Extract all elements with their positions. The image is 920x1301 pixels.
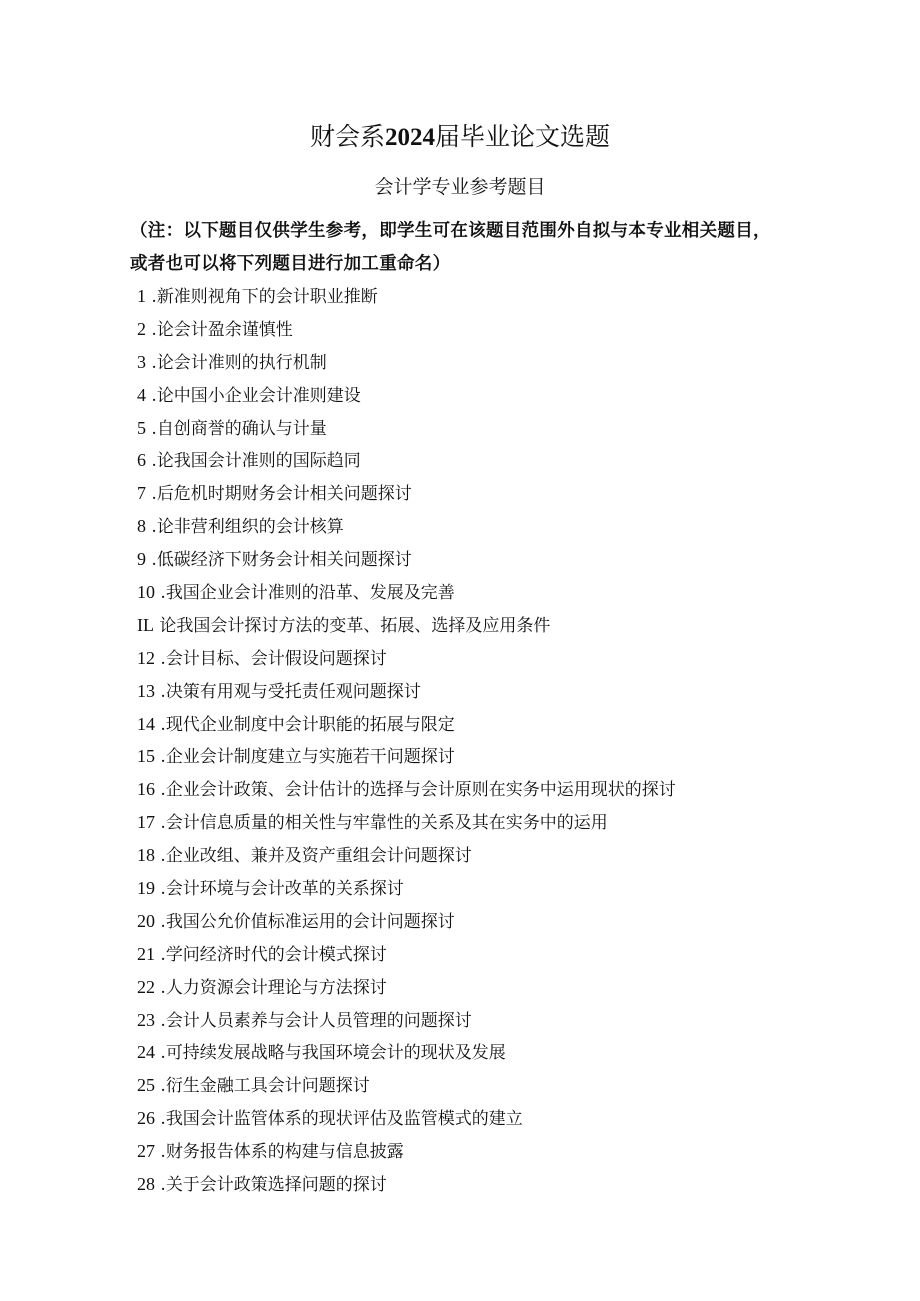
topic-separator: . <box>155 714 166 735</box>
topic-text: 衍生金融工具会计问题探讨 <box>165 1076 370 1097</box>
topic-text: 人力资源会计理论与方法探讨 <box>165 977 387 998</box>
topic-number: 19 <box>137 878 155 899</box>
topic-item <box>137 806 676 839</box>
topic-text: 新准则视角下的会计职业推断 <box>156 287 378 307</box>
topic-separator: . <box>155 813 166 834</box>
topic-separator: . <box>155 1142 166 1163</box>
topic-separator: . <box>155 1043 166 1064</box>
topic-separator: . <box>155 1076 166 1097</box>
topic-separator: . <box>155 681 166 702</box>
topic-item <box>137 313 676 346</box>
topic-number: 20 <box>137 910 155 931</box>
topic-item <box>137 938 676 971</box>
topic-separator: . <box>155 780 166 801</box>
topic-number: 25 <box>137 1075 155 1096</box>
topic-number: 26 <box>137 1108 155 1129</box>
topic-text: 论会计准则的执行机制 <box>156 352 327 373</box>
topic-list <box>137 280 676 1201</box>
topic-item <box>137 839 676 872</box>
title-year: 2024 <box>385 124 435 151</box>
topic-number: 6 <box>137 450 146 471</box>
topic-number: 2 <box>137 318 146 339</box>
topic-text: 论我国会计探讨方法的变革、拓展、选择及应用条件 <box>159 615 551 636</box>
topic-number: 7 <box>137 483 146 504</box>
topic-item <box>137 872 676 905</box>
topic-separator: . <box>146 550 157 571</box>
topic-item <box>137 971 676 1004</box>
topic-item <box>137 1004 676 1037</box>
title-prefix: 财会系 <box>309 122 385 151</box>
topic-separator: . <box>155 648 166 669</box>
topic-number: 18 <box>137 845 155 866</box>
topic-text: 企业改组、兼并及资产重组会计问题探讨 <box>165 846 472 867</box>
topic-number: 15 <box>137 746 155 767</box>
topic-number: 9 <box>137 549 146 570</box>
topic-number: IL <box>137 614 154 635</box>
document-title <box>0 120 920 155</box>
topic-text: 企业会计制度建立与实施若干问题探讨 <box>165 747 455 768</box>
topic-separator: . <box>155 583 166 604</box>
topic-separator: . <box>155 846 166 867</box>
topic-text: 企业会计政策、会计估计的选择与会计原则在实务中运用现状的探讨 <box>165 780 676 801</box>
topic-number: 8 <box>137 516 146 537</box>
topic-item <box>137 1069 676 1102</box>
topic-number: 24 <box>137 1042 155 1063</box>
topic-number: 12 <box>137 647 155 668</box>
topic-number: 3 <box>137 351 146 372</box>
topic-separator: . <box>155 911 166 932</box>
topic-text: 决策有用观与受托责任观问题探讨 <box>165 681 421 702</box>
topic-separator: . <box>146 484 157 505</box>
topic-text: 自创商誉的确认与计量 <box>156 418 327 439</box>
topic-item <box>137 642 676 675</box>
topic-number: 23 <box>137 1009 155 1030</box>
topic-separator: . <box>155 747 166 768</box>
topic-number: 10 <box>137 582 155 603</box>
topic-separator: . <box>146 319 157 340</box>
topic-number: 5 <box>137 417 146 438</box>
topic-number: 14 <box>137 713 155 734</box>
topic-separator: . <box>146 352 157 373</box>
topic-text: 会计人员素养与会计人员管理的问题探讨 <box>165 1010 472 1031</box>
topic-item <box>137 1135 676 1168</box>
topic-text: 我国企业会计准则的沿革、发展及完善 <box>165 583 455 604</box>
topic-separator: . <box>155 879 166 900</box>
topic-text: 可持续发展战略与我国环境会计的现状及发展 <box>165 1043 506 1064</box>
topic-number: 22 <box>137 976 155 997</box>
topic-text: 论非营利组织的会计核算 <box>156 517 344 538</box>
topic-text: 学问经济时代的会计模式探讨 <box>165 944 387 965</box>
topic-number: 21 <box>137 943 155 964</box>
topic-text: 我国会计监管体系的现状评估及监管模式的建立 <box>165 1109 523 1130</box>
title-suffix: 届毕业论文选题 <box>435 122 611 151</box>
topic-number: 17 <box>137 812 155 833</box>
topic-text: 低碳经济下财务会计相关问题探讨 <box>156 550 412 571</box>
topic-item <box>137 1168 676 1201</box>
topic-item <box>137 609 676 642</box>
topic-separator: . <box>155 1175 166 1196</box>
topic-text: 会计目标、会计假设问题探讨 <box>165 648 387 669</box>
topic-item <box>137 740 676 773</box>
topic-separator: . <box>155 977 166 998</box>
topic-item <box>137 346 676 379</box>
topic-text: 后危机时期财务会计相关问题探讨 <box>156 484 412 505</box>
topic-text: 会计环境与会计改革的关系探讨 <box>165 879 404 900</box>
topic-item <box>137 280 676 313</box>
topic-text: 关于会计政策选择问题的探讨 <box>165 1175 387 1196</box>
topic-separator: . <box>155 1109 166 1130</box>
topic-item <box>137 477 676 510</box>
topic-number: 1 <box>137 286 146 306</box>
topic-item <box>137 1036 676 1069</box>
note-paragraph: （注：以下题目仅供学生参考，即学生可在该题目范围外自拟与本专业相关题目，或者也可以将下列题目进行加工重命名） <box>130 221 771 274</box>
section-subtitle: 会计学专业参考题目 <box>374 176 546 198</box>
topic-number: 13 <box>137 680 155 701</box>
topic-number: 4 <box>137 384 146 405</box>
topic-item <box>137 510 676 543</box>
topic-text: 论中国小企业会计准则建设 <box>156 385 361 406</box>
topic-item <box>137 905 676 938</box>
topic-item <box>137 543 676 576</box>
topic-text: 论我国会计准则的国际趋同 <box>156 451 361 472</box>
topic-text: 会计信息质量的相关性与牢靠性的关系及其在实务中的运用 <box>165 813 608 834</box>
topic-separator: . <box>146 517 157 538</box>
topic-separator: . <box>146 418 157 439</box>
topic-separator: . <box>146 451 157 472</box>
topic-separator: . <box>155 1010 166 1031</box>
topic-text: 财务报告体系的构建与信息披露 <box>165 1142 404 1163</box>
topic-separator: . <box>146 287 157 307</box>
topic-number: 16 <box>137 779 155 800</box>
topic-item <box>137 576 676 609</box>
topic-number: 28 <box>137 1174 155 1195</box>
topic-item <box>137 412 676 445</box>
topic-separator: . <box>155 944 166 965</box>
topic-item <box>137 675 676 708</box>
topic-item <box>137 708 676 741</box>
topic-separator: . <box>146 385 157 406</box>
topic-item <box>137 773 676 806</box>
topic-item <box>137 1102 676 1135</box>
topic-item <box>137 444 676 477</box>
topic-number: 27 <box>137 1141 155 1162</box>
topic-text: 论会计盈余谨慎性 <box>156 319 293 340</box>
topic-text: 现代企业制度中会计职能的拓展与限定 <box>165 714 455 735</box>
topic-text: 我国公允价值标准运用的会计问题探讨 <box>165 911 455 932</box>
topic-item <box>137 379 676 412</box>
